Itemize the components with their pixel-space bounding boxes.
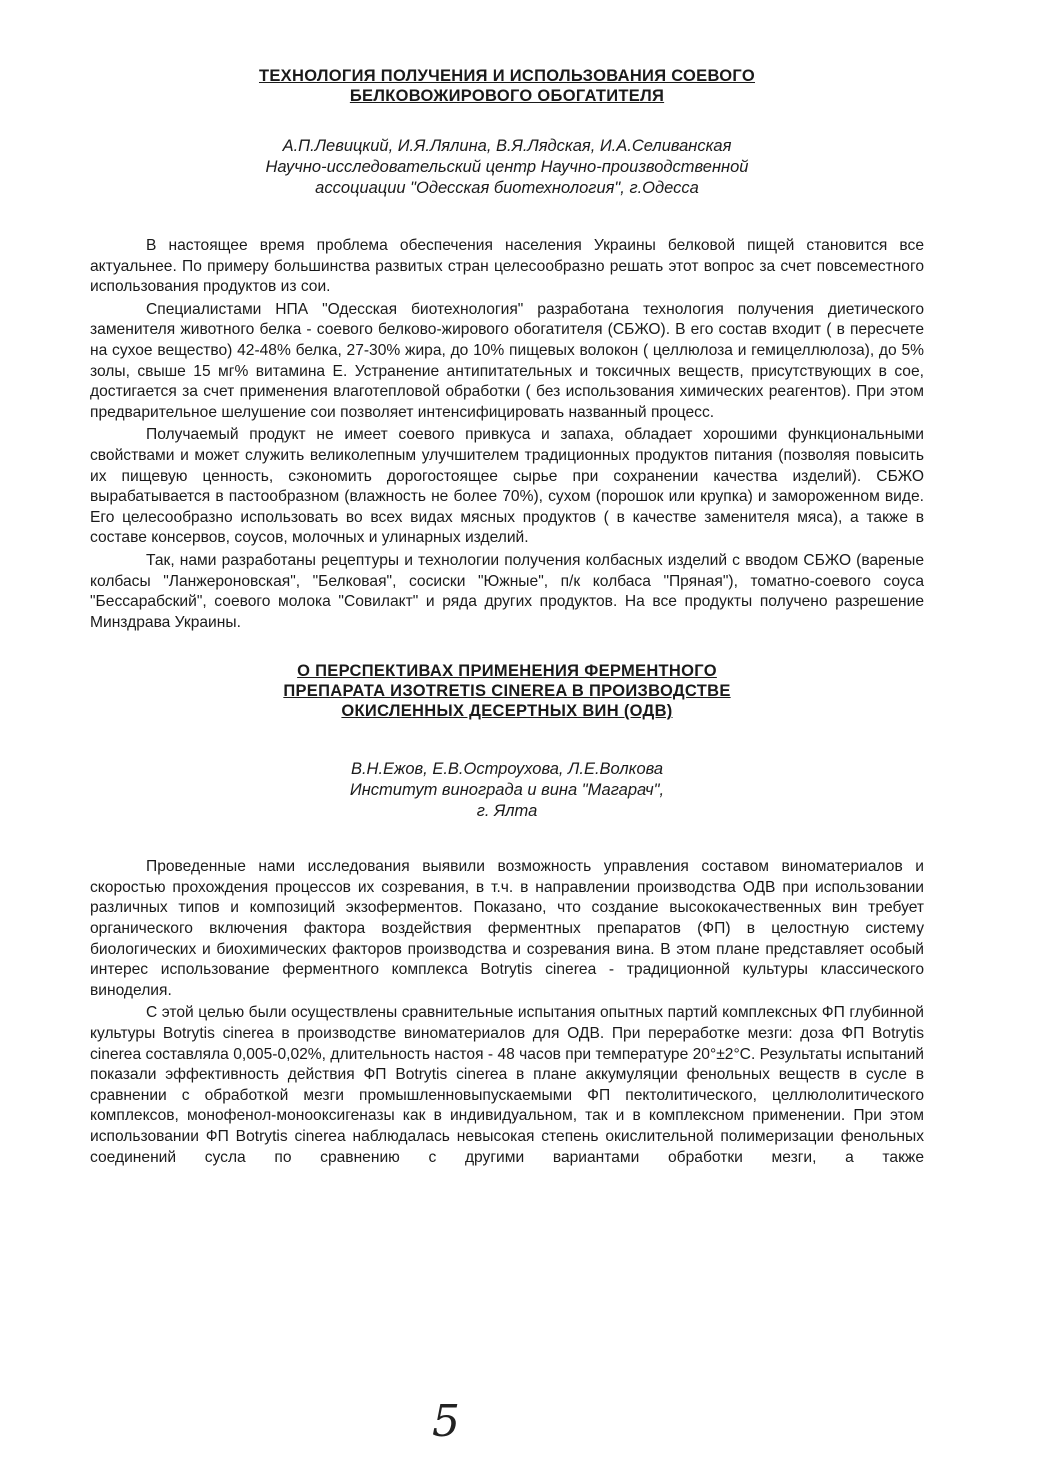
- article-2-byline: [90, 759, 924, 822]
- affiliation-line: Институт винограда и вина "Магарач",: [349, 781, 665, 800]
- paragraph: Так, нами разработаны рецептуры и технологии получения колбасных изделий с вводом СБЖО (вареные колбасы "Ланжероновская", "Белковая", сосиски "Южные", п/к колбаса "Пряная"), томатно-соевого соуса "Бессарабский", соевого молока "Совилакт" и ряда других продуктов. На все продукты получено разрешение Минздрава Украины.: [90, 551, 924, 631]
- paragraph: Проведенные нами исследования выявили возможность управления составом виноматериалов и скоростью прохождения процессов их созревания, в т.ч. в направлении производства ОДВ при использовании различных типов и композиций экзоферментов. Показано, что создание высококачественных вин требует органического включения фактора воздействия ферментных препаратов (ФП) в целостную систему биологических и биохимических факторов производства и созревания вина. В этом плане представляет особый интерес использование ферментного комплекса Botrytis cinerea - традиционной культуры классического виноделия.: [90, 858, 924, 999]
- title-line: ТЕХНОЛОГИЯ ПОЛУЧЕНИЯ И ИСПОЛЬЗОВАНИЯ СОЕВОГО: [258, 67, 755, 85]
- authors: А.П.Левицкий, И.Я.Лялина, В.Я.Лядская, И.А.Селиванская: [282, 137, 732, 155]
- article-1-byline: [90, 136, 924, 199]
- paragraph: С этой целью были осуществлены сравнительные испытания опытных партий комплексных ФП глубинной культуры Botrytis cinerea в производстве виноматериалов для ОДВ. При переработке мезги: доза ФП Botrytis cinerea составляла 0,005-0,02%, длительность настоя - 48 часов при температуре 20°±2°С. Результаты испытаний показали эффективность действия ФП Botrytis cinerea в плане аккумуляции фенольных веществ в сусле в сравнении с обработкой мезги промышленновыпускаемыми ФП пектолитического, целлюлолитического комплексов, монофенол-монооксигеназы как в индивидуальном, так и в комплексном применении. При этом использовании ФП Botrytis cinerea наблюдалась невысокая степень окислительной полимеризации фенольных соединений сусла по сравнению с другими вариантами обработки мезги, а также: [90, 1004, 924, 1166]
- paragraph: В настоящее время проблема обеспечения населения Украины белковой пищей становится все актуальнее. По примеру большинства развитых стран целесообразно решать этот вопрос за счет повсеместного использования продуктов из сои.: [90, 237, 924, 296]
- title-line: ОКИСЛЕННЫХ ДЕСЕРТНЫХ ВИН (ОДВ): [341, 702, 673, 721]
- article-2-body: [90, 857, 924, 1168]
- article-page: [90, 62, 924, 1168]
- paragraph: Получаемый продукт не имеет соевого привкуса и запаха, обладает хорошими функциональными свойствами и может служить великолепным улучшителем традиционных продуктов питания (позволяя повысить их пищевую ценность, сэкономить дорогостоящее сырье при сохранении качества изделий). СБЖО вырабатывается в пастообразном (влажность не более 70%), сухом (порошок или крупка) и замороженном виде. Его целесообразно использовать во всех видах мясных продуктов ( в качестве заменителя мяса), а также в составе консервов, соусов, молочных и улинарных изделий.: [90, 426, 924, 547]
- article-1-body: [90, 236, 924, 633]
- paragraph: Специалистами НПА "Одесская биотехнология" разработана технология получения диетического заменителя животного белка - соевого белково-жирового обогатителя (СБЖО). В его состав входит ( в пересчете на сухое вещество) 42-48% белка, 27-30% жира, до 10% пищевых волокон ( целлюлоза и гемицеллюлоза), до 5% золы, свыше 15 мг% витамина Е. Устранение антипитательных и токсичных веществ, присутствующих в сое, достигается за счет применения влаготепловой обработки ( без использования химических реагентов). При этом предварительное шелушение сои позволяет интенсифицировать названный процесс.: [90, 300, 924, 421]
- article-1-title: [90, 66, 924, 106]
- title-line: ПРЕПАРАТА ИЗОТRETIS CINEREA В ПРОИЗВОДСТВЕ: [283, 682, 731, 701]
- title-line: О ПЕРСПЕКТИВАХ ПРИМЕНЕНИЯ ФЕРМЕНТНОГО: [297, 662, 717, 681]
- authors: В.Н.Ежов, Е.В.Остроухова, Л.Е.Волкова: [350, 760, 664, 779]
- title-line: БЕЛКОВОЖИРОВОГО ОБОГАТИТЕЛЯ: [349, 87, 665, 105]
- affiliation-line: Научно-исследовательский центр Научно-производственной: [265, 158, 749, 176]
- affiliation-line: г. Ялта: [476, 802, 538, 821]
- page-number: 5: [432, 1396, 460, 1447]
- article-2-title: [90, 661, 924, 721]
- affiliation-line: ассоциации "Одесская биотехнология", г.Одесса: [315, 179, 699, 197]
